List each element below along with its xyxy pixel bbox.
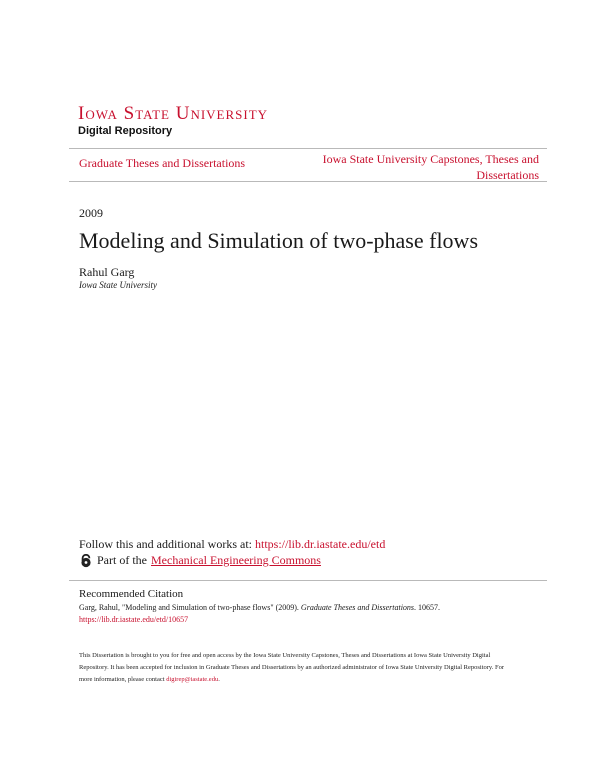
citation-url[interactable]: https://lib.dr.iastate.edu/etd/10657 — [79, 615, 189, 624]
header-rule-bottom — [69, 181, 547, 182]
part-of-prefix: Part of the — [97, 553, 147, 567]
access-notice — [79, 650, 519, 686]
citation-series: Graduate Theses and Dissertations — [300, 603, 415, 612]
etd-link[interactable]: https://lib.dr.iastate.edu/etd — [255, 537, 386, 551]
citation-line — [79, 602, 440, 614]
commons-link[interactable]: Mechanical Engineering Commons — [151, 553, 321, 567]
follow-line — [79, 537, 385, 552]
open-access-icon — [79, 554, 93, 568]
part-of-line — [79, 553, 321, 568]
author-affiliation: Iowa State University — [79, 280, 157, 290]
collection-link-right[interactable]: Iowa State University Capstones, Theses and Dissertations — [322, 152, 539, 182]
notice-end: . — [218, 676, 220, 683]
logo-sub-text: Digital Repository — [78, 125, 173, 137]
notice-text: This Dissertation is brought to you for free and open access by the Iowa State University Capstones, Theses and Dissertations at Iowa State University Digital Repository. It has been accepted for inclusion in Graduate Theses and Dissertations by an authorized administrator of Iowa State University Digital Repository. For more information, please contact — [79, 652, 505, 683]
citation-text: Garg, Rahul, "Modeling and Simulation of two-phase flows" (2009). — [79, 603, 299, 612]
logo-main-text: Iowa State University — [78, 103, 269, 124]
citation-block — [79, 602, 440, 626]
collection-link-left[interactable]: Graduate Theses and Dissertations — [79, 156, 246, 170]
publication-year: 2009 — [79, 206, 103, 220]
citation-number: . 10657. — [414, 603, 441, 612]
recommended-citation-heading: Recommended Citation — [79, 588, 184, 600]
follow-prefix: Follow this and additional works at: — [79, 537, 255, 551]
university-logo — [78, 104, 268, 138]
paper-title: Modeling and Simulation of two-phase flows — [79, 228, 479, 253]
citation-rule — [69, 580, 547, 581]
author-name: Rahul Garg — [79, 265, 135, 279]
header-rule-top — [69, 148, 547, 149]
contact-email-link[interactable]: digirep@iastate.edu — [166, 676, 219, 683]
